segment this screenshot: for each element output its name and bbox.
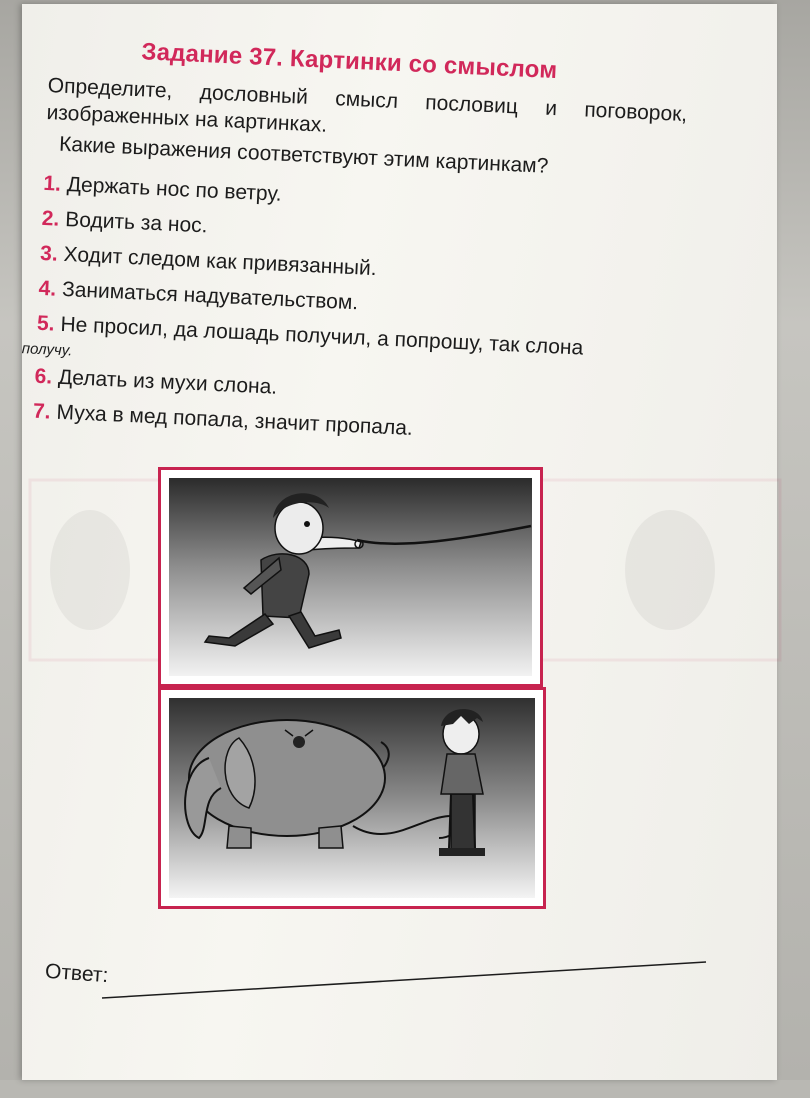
item-text: Ходит следом как привязанный.: [63, 242, 378, 281]
item-text: Водить за нос.: [64, 207, 209, 238]
answer-label: Ответ:: [44, 959, 110, 988]
item-text: Держать нос по ветру.: [66, 172, 283, 206]
item-number: 5.: [36, 311, 56, 336]
picture-2-frame: [158, 687, 546, 909]
man-led-by-nose-illustration: [169, 478, 532, 676]
item-number: 3.: [39, 241, 59, 266]
item-text-continuation: получу.: [21, 340, 73, 360]
item-number: 7.: [32, 399, 52, 424]
item-text: Делать из мухи слона.: [57, 365, 278, 399]
item-text: Муха в мед попала, значит пропала.: [56, 400, 414, 440]
answer-line[interactable]: [100, 960, 710, 1000]
task-question: Какие выражения соответствуют этим картинкам?: [58, 132, 549, 178]
item-text: Заниматься надувательством.: [61, 277, 359, 315]
item-number: 2.: [41, 206, 60, 231]
item-number: 4.: [38, 276, 57, 301]
elephant-pump-illustration: [169, 698, 535, 898]
item-text: Не просил, да лошадь получил, а попрошу, так слона: [60, 312, 584, 360]
item-number: 6.: [34, 364, 53, 389]
expressions-list: [21, 166, 698, 458]
task-title: Задание 37. Картинки со смыслом: [140, 38, 558, 85]
task-intro: Определите, дословный смысл пословиц и поговорок, изображенных на картинках.: [46, 74, 688, 137]
item-number: 1.: [42, 171, 62, 196]
picture-1-frame: [158, 467, 543, 687]
